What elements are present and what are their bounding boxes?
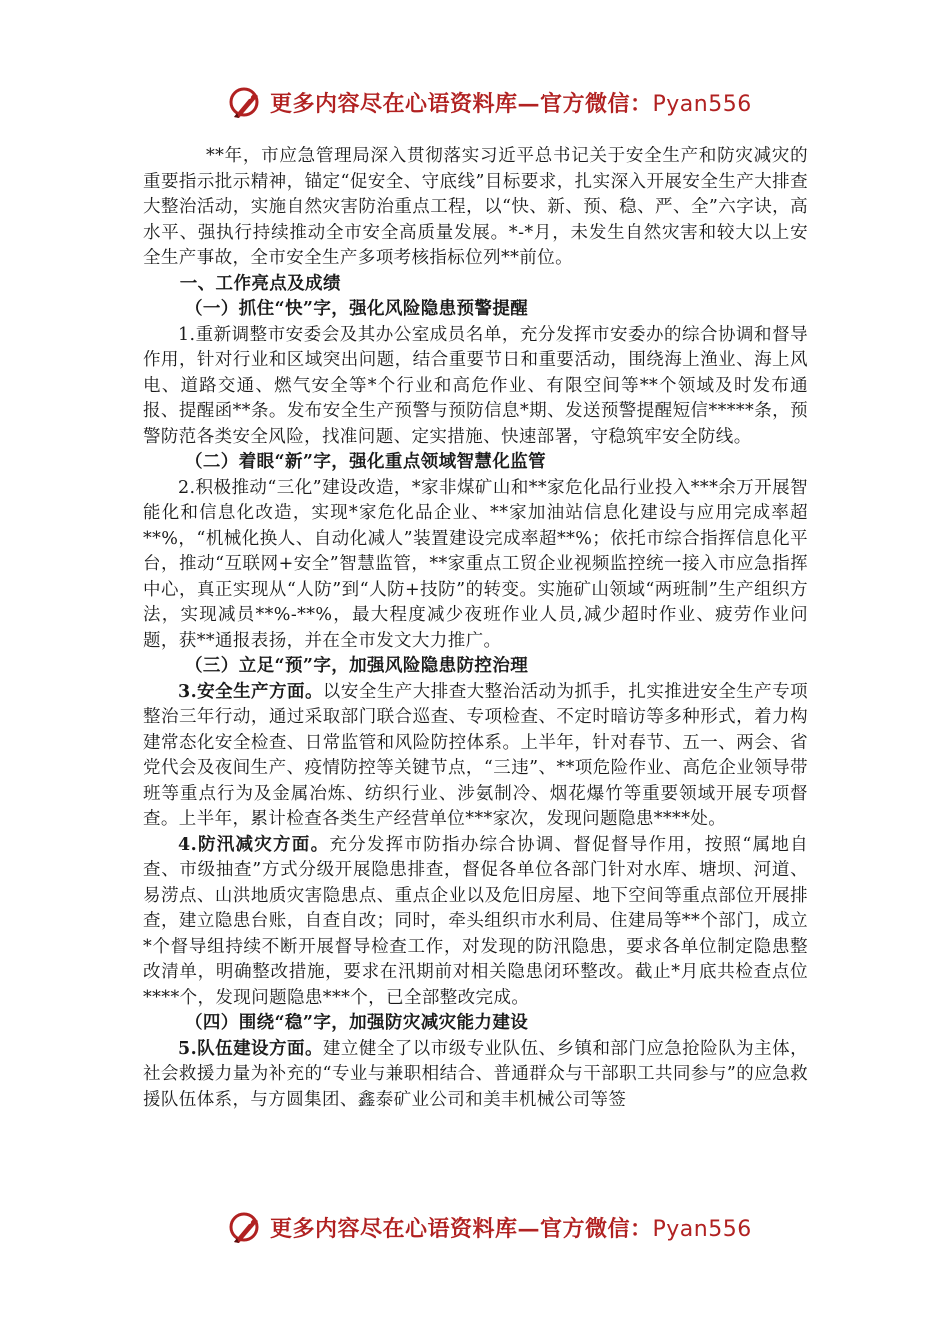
document-body	[143, 144, 808, 1113]
section-heading: 一、工作亮点及成绩	[179, 273, 341, 294]
wechat-id: Pyan556	[652, 92, 752, 117]
intro-paragraph: **年，市应急管理局深入贯彻落实习近平总书记关于安全生产和防灾减灾的重要指示批示精神，锚定“促安全、守底线”目标要求，扎实深入开展安全生产大排查大整治活动，实施自然灾害防治重点工程，以“快、新、预、稳、严、全”六字诀，高水平、强执行持续推动全市安全高质量发展。*-*月，未发生自然灾害和较大以上安全生产事故，全市安全生产多项考核指标位列**前位。	[143, 146, 808, 268]
header-banner[interactable]	[0, 84, 950, 124]
paragraph-3-lead: 3.安全生产方面。	[178, 681, 323, 702]
paragraph-4-text: 充分发挥市防指办综合协调、督促督导作用，按照“属地自查、市级抽查”方式分级开展隐患排查，督促各单位各部门针对水库、塘坝、河道、易涝点、山洪地质灾害隐患点、重点企业以及危旧房屋、地下空间等重点部位开展排查，建立隐患台账，自查自改；同时，牵头组织市水利局、住建局等**个部门，成立*个督导组持续不断开展督导检查工作，对发现的防汛隐患，要求各单位制定隐患整改清单，明确整改措施，要求在汛期前对相关隐患闭环整改。截止*月底共检查点位****个，发现问题隐患***个，已全部整改完成。	[143, 834, 808, 1008]
paragraph-4-lead: 4.防汛减灾方面。	[178, 834, 330, 855]
wechat-id: Pyan556	[652, 1217, 752, 1242]
paragraph-4	[143, 833, 808, 1012]
subsection-heading-3: （三）立足“预”字，加强风险隐患防控治理	[185, 656, 529, 676]
banner-text: 更多内容尽在心语资料库—官方微信：Pyan556	[270, 1216, 752, 1242]
paragraph-3	[143, 680, 808, 833]
banner-text: 更多内容尽在心语资料库—官方微信：Pyan556	[270, 91, 752, 117]
pen-logo-icon	[228, 1210, 264, 1246]
paragraph-5-lead: 5.队伍建设方面。	[178, 1038, 323, 1059]
subsection-heading-2: （二）着眼“新”字，强化重点领域智慧化监管	[185, 452, 547, 472]
footer-banner[interactable]	[0, 1209, 950, 1249]
subsection-heading-1: （一）抓住“快”字，强化风险隐患预警提醒	[185, 299, 529, 319]
pen-logo-icon	[228, 85, 264, 121]
paragraph-2: 2.积极推动“三化”建设改造，*家非煤矿山和**家危化品行业投入***余万开展智能化和信息化改造，实现*家危化品企业、**家加油站信息化建设与应用完成率超**%，“机械化换人、自动化减人”装置建设完成率超**%；依托市综合指挥信息化平台，推动“互联网+安全”智慧监管，**家重点工贸企业视频监控统一接入市应急指挥中心，真正实现从“人防”到“人防+技防”的转变。实施矿山领域“两班制”生产组织方法，实现减员**%-**%，最大程度减少夜班作业人员,减少超时作业、疲劳作业问题，获**通报表扬，并在全市发文大力推广。	[143, 477, 808, 651]
paragraph-5	[143, 1037, 808, 1114]
paragraph-1: 1.重新调整市安委会及其办公室成员名单，充分发挥市安委办的综合协调和督导作用，针对行业和区域突出问题，结合重要节日和重要活动，围绕海上渔业、海上风电、道路交通、燃气安全等*个行业和高危作业、有限空间等**个领域及时发布通报、提醒函**条。发布安全生产预警与预防信息*期、发送预警提醒短信*****条，预警防范各类安全风险，找准问题、定实措施、快速部署，守稳筑牢安全防线。	[143, 324, 808, 447]
paragraph-5-text: 建立健全了以市级专业队伍、乡镇和部门应急抢险队为主体，社会救援力量为补充的“专业与兼职相结合、普通群众与干部职工共同参与”的应急救援队伍体系，与方圆集团、鑫泰矿业公司和美丰机械公司等签	[143, 1038, 808, 1110]
subsection-heading-4: （四）围绕“稳”字，加强防灾减灾能力建设	[185, 1013, 529, 1033]
paragraph-3-text: 以安全生产大排查大整治活动为抓手，扎实推进安全生产专项整治三年行动，通过采取部门联合巡查、专项检查、不定时暗访等多种形式，着力构建常态化安全检查、日常监管和风险防控体系。上半年，针对春节、五一、两会、省党代会及夜间生产、疫情防控等关键节点，“三违”、**项危险作业、高危企业领导带班等重点行为及金属冶炼、纺织行业、涉氨制冷、烟花爆竹等重要领域开展专项督查。上半年，累计检查各类生产经营单位***家次，发现问题隐患****处。	[143, 681, 808, 829]
